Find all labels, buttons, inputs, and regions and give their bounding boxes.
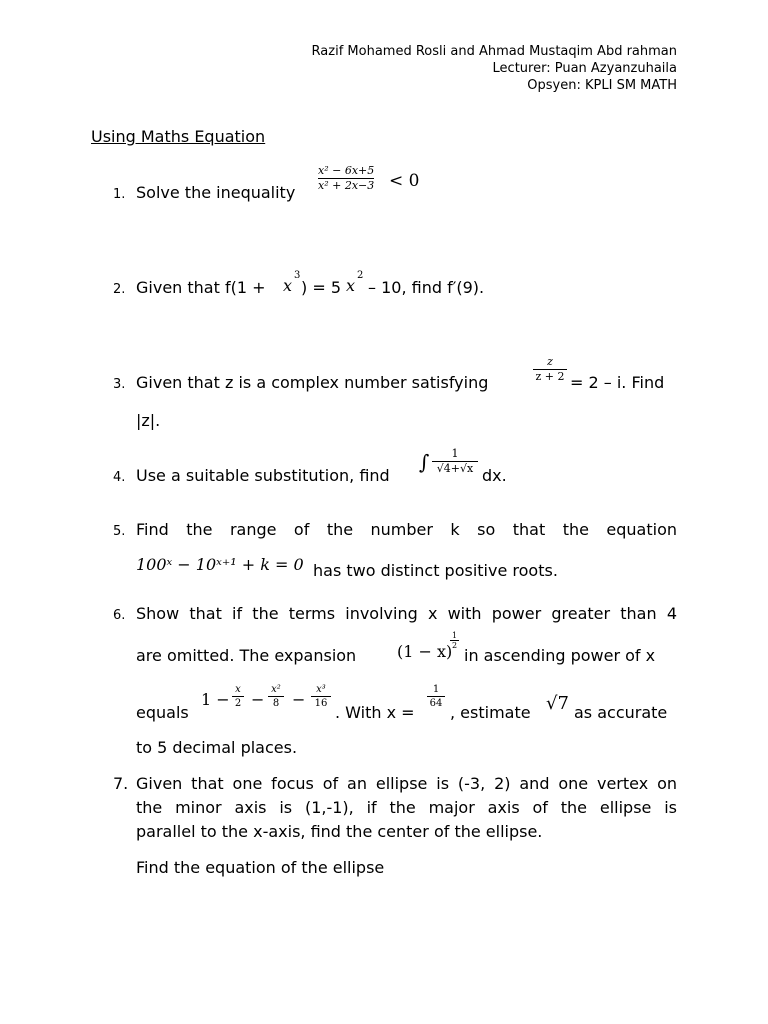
exponent: 2 bbox=[357, 270, 364, 281]
series-term-1 bbox=[232, 683, 244, 710]
question-number: 5. bbox=[113, 524, 126, 539]
series-term-2 bbox=[268, 683, 284, 710]
question-text: equals bbox=[136, 703, 189, 722]
denominator: x² + 2x−3 bbox=[318, 179, 375, 192]
question-text: , estimate bbox=[450, 703, 531, 722]
question-text: Given that f(1 + bbox=[136, 278, 266, 297]
fraction bbox=[432, 447, 478, 476]
question-text: the minor axis is (1,-1), if the major axis of the ellipse is bbox=[136, 798, 677, 817]
question-text: Solve the inequality bbox=[136, 183, 296, 202]
variable-x: x bbox=[283, 276, 293, 295]
variable-x: x bbox=[346, 276, 356, 295]
page-title: Using Maths Equation bbox=[91, 127, 266, 146]
question-text: Given that z is a complex number satisfying bbox=[136, 373, 489, 392]
numerator: 1 bbox=[451, 447, 459, 460]
inequality-rhs: < 0 bbox=[389, 171, 420, 191]
numerator: x³ bbox=[316, 684, 326, 695]
question-text: – 10, find f′(9). bbox=[368, 278, 485, 297]
minus-sign: − bbox=[251, 690, 265, 709]
expansion-base: (1 − x) bbox=[397, 642, 453, 661]
question-text: in ascending power of x bbox=[464, 646, 656, 665]
question-text: to 5 decimal places. bbox=[136, 738, 298, 757]
question-text: |z|. bbox=[136, 411, 161, 430]
question-text: Find the range of the number k so that the equation bbox=[136, 520, 677, 539]
question-text: = 2 – i. Find bbox=[570, 373, 665, 392]
header-authors: Razif Mohamed Rosli and Ahmad Mustaqim Abd rahman bbox=[311, 44, 677, 59]
denominator: 8 bbox=[272, 698, 280, 709]
question-number: 1. bbox=[113, 187, 126, 202]
fraction bbox=[318, 164, 374, 193]
exponent: 3 bbox=[294, 270, 301, 281]
numerator: 1 bbox=[451, 631, 458, 640]
question-text: Show that if the terms involving x with power greater than 4 bbox=[136, 604, 677, 623]
question-number: 6. bbox=[113, 608, 126, 623]
sqrt-seven: √7 bbox=[546, 693, 569, 714]
question-number: 7. bbox=[113, 774, 129, 793]
header-opsyen: Opsyen: KPLI SM MATH bbox=[527, 78, 677, 93]
question-text: as accurate bbox=[574, 703, 668, 722]
numerator: x² − 6x+5 bbox=[318, 164, 375, 177]
numerator: z bbox=[547, 355, 553, 368]
series-start: 1 − bbox=[201, 690, 230, 709]
question-text: Find the equation of the ellipse bbox=[136, 858, 385, 877]
question-number: 3. bbox=[113, 377, 126, 392]
question-text: has two distinct positive roots. bbox=[313, 561, 558, 580]
header-lecturer: Lecturer: Puan Azyanzuhaila bbox=[492, 61, 677, 76]
exponent-fraction bbox=[450, 631, 459, 650]
question-text: are omitted. The expansion bbox=[136, 646, 357, 665]
equation: 100ˣ − 10ˣ⁺¹ + k = 0 bbox=[136, 555, 304, 574]
x-value-fraction bbox=[427, 683, 445, 710]
question-text: dx. bbox=[482, 466, 507, 485]
denominator: √4+√x bbox=[436, 462, 474, 475]
denominator: 2 bbox=[234, 698, 242, 709]
numerator: 1 bbox=[432, 684, 440, 695]
question-text: Given that one focus of an ellipse is (-3, 2) and one vertex on bbox=[136, 774, 677, 793]
question-text: ) = 5 bbox=[301, 278, 341, 297]
integral-sign: ∫ bbox=[419, 450, 430, 474]
numerator: x bbox=[235, 684, 241, 695]
fraction bbox=[533, 355, 567, 384]
question-number: 2. bbox=[113, 282, 126, 297]
denominator: z + 2 bbox=[535, 370, 565, 383]
question-number: 4. bbox=[113, 470, 126, 485]
question-text: parallel to the x-axis, find the center of the ellipse. bbox=[136, 822, 543, 841]
denominator: 64 bbox=[429, 698, 443, 709]
numerator: x² bbox=[271, 684, 281, 695]
question-text: Use a suitable substitution, find bbox=[136, 466, 390, 485]
minus-sign: − bbox=[292, 690, 306, 709]
denominator: 16 bbox=[314, 698, 328, 709]
denominator: 2 bbox=[451, 641, 458, 650]
question-text: . With x = bbox=[335, 703, 415, 722]
series-term-3 bbox=[311, 683, 331, 710]
